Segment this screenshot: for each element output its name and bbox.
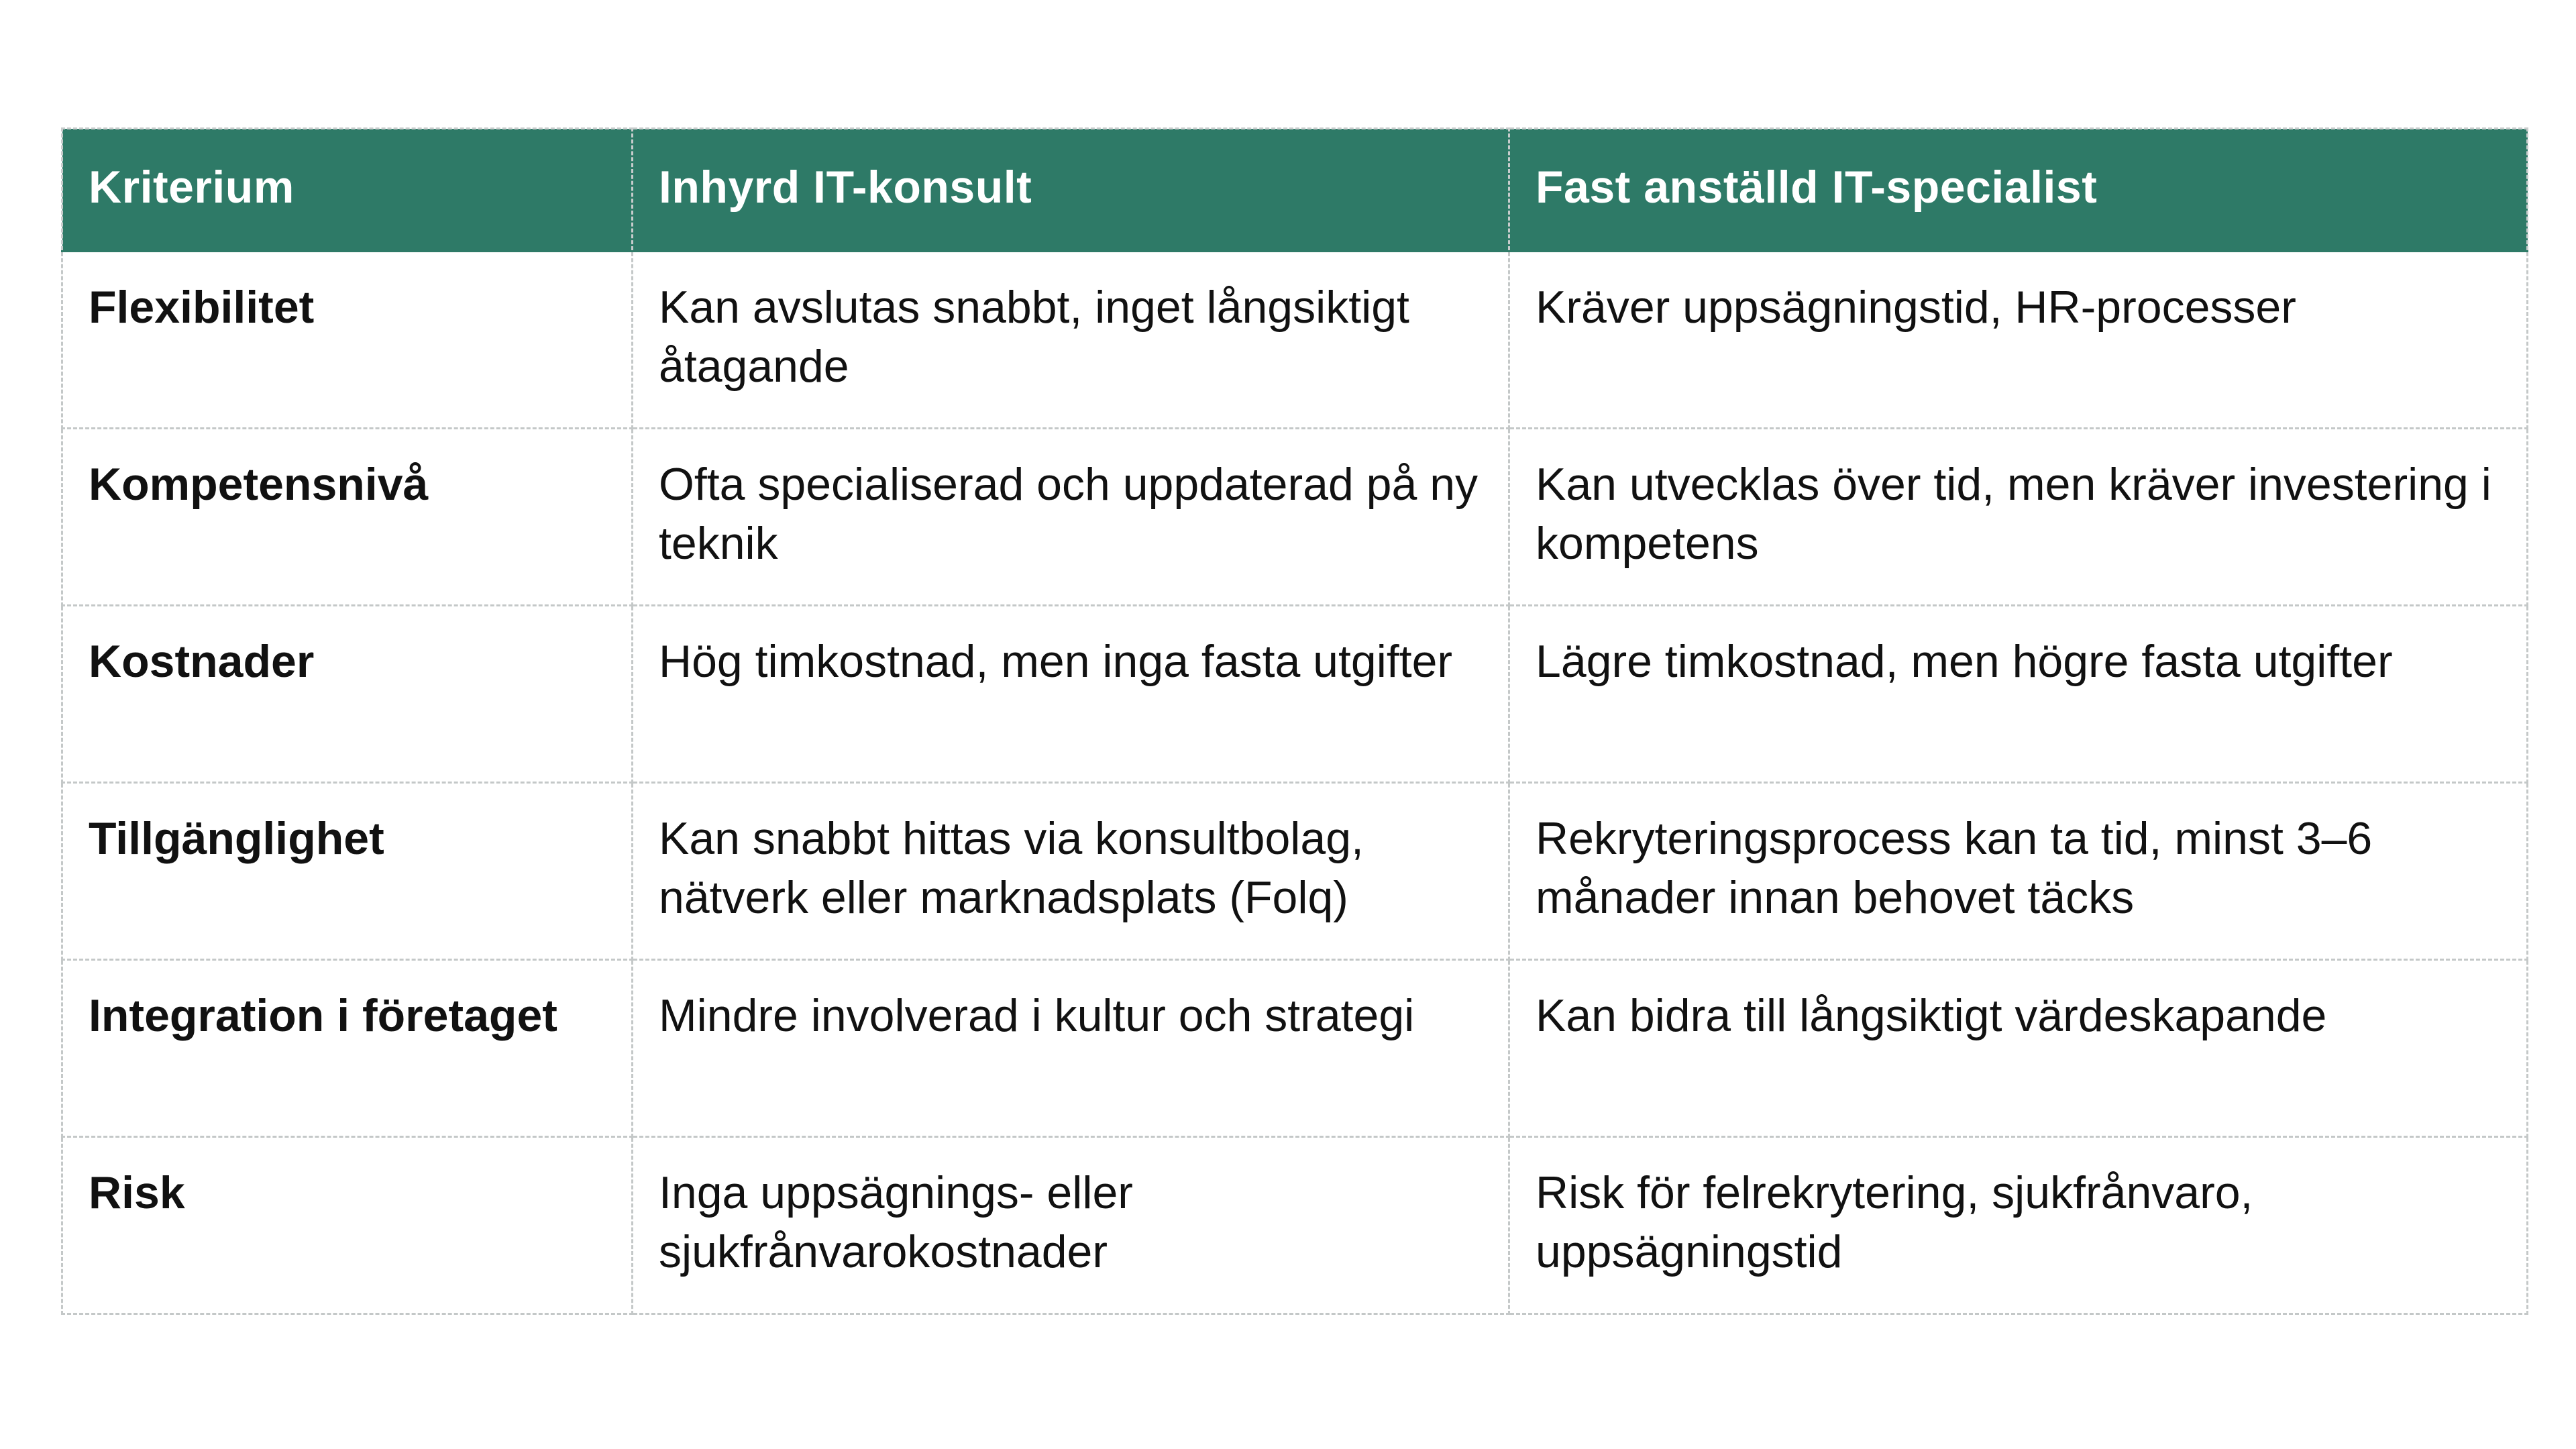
anstalld-cell: Kräver uppsägningstid, HR-processer	[1509, 252, 2528, 429]
anstalld-cell: Risk för felrekrytering, sjukfrånvaro, uppsägningstid	[1509, 1137, 2528, 1314]
konsult-cell: Hög timkostnad, men inga fasta utgifter	[633, 606, 1509, 783]
criterion-cell: Kostnader	[62, 606, 633, 783]
table-row	[62, 960, 2528, 1137]
konsult-cell: Kan snabbt hittas via konsultbolag, nätverk eller marknadsplats (Folq)	[633, 783, 1509, 960]
criterion-cell: Flexibilitet	[62, 252, 633, 429]
konsult-cell: Kan avslutas snabbt, inget långsiktigt åtagande	[633, 252, 1509, 429]
criterion-cell: Risk	[62, 1137, 633, 1314]
header-fast-anstalld: Fast anställd IT-specialist	[1509, 129, 2528, 252]
table-row	[62, 429, 2528, 606]
table-header	[62, 129, 2528, 252]
anstalld-cell: Kan bidra till långsiktigt värdeskapande	[1509, 960, 2528, 1137]
konsult-cell: Inga uppsägnings- eller sjukfrånvarokostnader	[633, 1137, 1509, 1314]
table-body	[62, 252, 2528, 1314]
header-row	[62, 129, 2528, 252]
table-row	[62, 606, 2528, 783]
anstalld-cell: Kan utvecklas över tid, men kräver investering i kompetens	[1509, 429, 2528, 606]
anstalld-cell: Rekryteringsprocess kan ta tid, minst 3–6 månader innan behovet täcks	[1509, 783, 2528, 960]
criterion-cell: Tillgänglighet	[62, 783, 633, 960]
anstalld-cell: Lägre timkostnad, men högre fasta utgifter	[1509, 606, 2528, 783]
table-row	[62, 1137, 2528, 1314]
header-inhyrd-it-konsult: Inhyrd IT-konsult	[633, 129, 1509, 252]
header-kriterium: Kriterium	[62, 129, 633, 252]
comparison-table	[61, 127, 2528, 1315]
criterion-cell: Kompetensnivå	[62, 429, 633, 606]
konsult-cell: Mindre involverad i kultur och strategi	[633, 960, 1509, 1137]
criterion-cell: Integration i företaget	[62, 960, 633, 1137]
konsult-cell: Ofta specialiserad och uppdaterad på ny teknik	[633, 429, 1509, 606]
table-row	[62, 252, 2528, 429]
table-row	[62, 783, 2528, 960]
